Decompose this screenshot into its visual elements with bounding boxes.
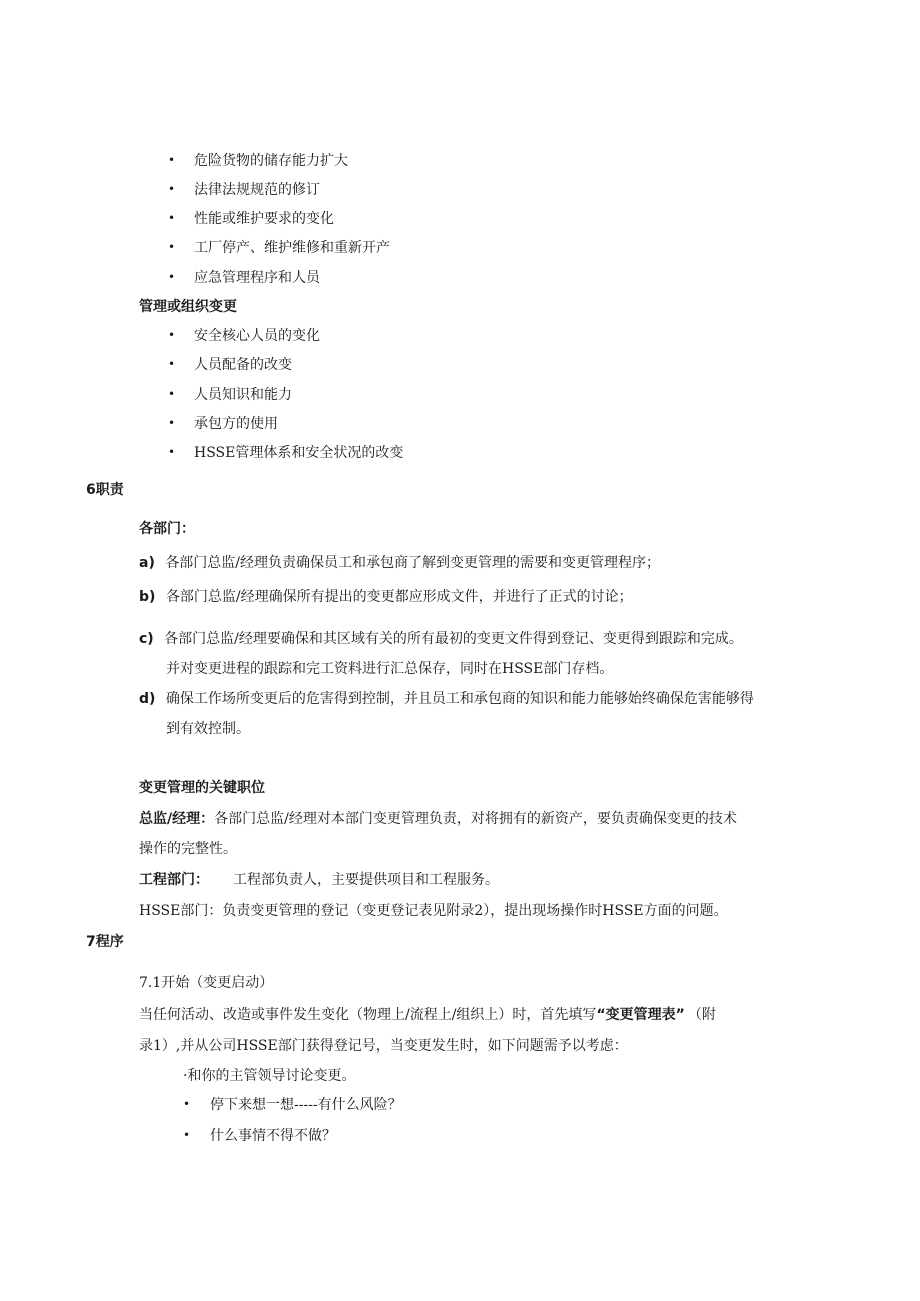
item-text: 确保工作场所变更后的危害得到控制，并且员工和承包商的知识和能力能够始终确保危害能够得 bbox=[165, 691, 754, 707]
item-label: b) bbox=[139, 589, 156, 605]
paragraph-text: （附 bbox=[694, 1007, 716, 1023]
list-item-text: 危险货物的储存能力扩大 bbox=[194, 153, 348, 169]
list-item-text: HSSE管理体系和安全状况的改变 bbox=[194, 445, 404, 461]
responsibility-item-c bbox=[139, 632, 743, 646]
key-positions-heading: 变更管理的关键职位 bbox=[139, 780, 265, 796]
responsibility-item-d bbox=[139, 692, 754, 706]
item-label: c) bbox=[139, 631, 154, 647]
responsibility-item-d-continued: 到有效控制。 bbox=[166, 721, 250, 737]
role-director bbox=[139, 812, 737, 826]
item-label: a) bbox=[139, 555, 155, 571]
section-6-title: 6职责 bbox=[86, 482, 124, 498]
bullet-icon: • bbox=[168, 270, 176, 284]
list-item-text: 性能或维护要求的变化 bbox=[194, 211, 334, 227]
role-label: 总监/经理： bbox=[139, 811, 215, 827]
bullet-icon: • bbox=[183, 1097, 191, 1111]
item-text: 各部门总监/经理负责确保员工和承包商了解到变更管理的需要和变更管理程序； bbox=[165, 555, 661, 571]
role-text: 负责变更管理的登记（变更登记表见附录2），提出现场操作时HSSE方面的问题。 bbox=[222, 903, 728, 919]
bullet-icon: • bbox=[168, 211, 176, 225]
form-name-emphasis: “变更管理表” bbox=[596, 1007, 685, 1023]
list-item-text: 什么事情不得不做？ bbox=[210, 1128, 336, 1144]
item-label: d) bbox=[139, 691, 156, 707]
procedure-paragraph-line-2: 录1）,并从公司HSSE部门获得登记号，当变更发生时，如下问题需予以考虑： bbox=[139, 1038, 628, 1054]
role-label: 工程部门： bbox=[139, 872, 209, 888]
responsibility-item-a bbox=[139, 556, 660, 570]
item-text: 各部门总监/经理要确保和其区域有关的所有最初的变更文件得到登记、变更得到跟踪和完成。 bbox=[164, 631, 743, 647]
paragraph-text: 当任何活动、改造或事件发生变化（物理上/流程上/组织上）时，首先填写 bbox=[139, 1007, 597, 1023]
role-text: 各部门总监/经理对本部门变更管理负责，对将拥有的新资产，要负责确保变更的技术 bbox=[214, 811, 737, 827]
bullet-icon: • bbox=[168, 416, 176, 430]
bullet-icon: • bbox=[168, 240, 176, 254]
item-text: 各部门总监/经理确保所有提出的变更都应形成文件，并进行了正式的讨论； bbox=[165, 589, 633, 605]
org-change-heading: 管理或组织变更 bbox=[139, 299, 237, 315]
bullet-icon: • bbox=[183, 1128, 191, 1142]
bullet-icon: • bbox=[168, 445, 176, 459]
list-item-text: 应急管理程序和人员 bbox=[194, 270, 320, 286]
consideration-first-item: ·和你的主管领导讨论变更。 bbox=[183, 1068, 356, 1084]
role-hsse bbox=[139, 904, 728, 918]
role-director-continued: 操作的完整性。 bbox=[139, 841, 237, 857]
responsibility-item-c-continued: 并对变更进程的跟踪和完工资料进行汇总保存，同时在HSSE部门存档。 bbox=[166, 661, 614, 677]
bullet-icon: • bbox=[168, 357, 176, 371]
responsibility-item-b bbox=[139, 590, 633, 604]
list-item-text: 工厂停产、维护维修和重新开产 bbox=[194, 240, 390, 256]
role-engineering bbox=[139, 873, 499, 887]
list-item-text: 人员配备的改变 bbox=[194, 357, 292, 373]
section-7-title: 7程序 bbox=[86, 934, 124, 950]
departments-heading: 各部门： bbox=[139, 521, 195, 537]
role-label: HSSE部门： bbox=[139, 903, 223, 919]
role-text: 工程部负责人，主要提供项目和工程服务。 bbox=[233, 872, 499, 888]
bullet-icon: • bbox=[168, 387, 176, 401]
list-item-text: 承包方的使用 bbox=[194, 416, 278, 432]
bullet-icon: • bbox=[168, 328, 176, 342]
list-item-text: 人员知识和能力 bbox=[194, 387, 292, 403]
procedure-paragraph-line-1 bbox=[139, 1008, 716, 1022]
list-item-text: 停下来想一想-----有什么风险？ bbox=[210, 1097, 402, 1113]
list-item-text: 法律法规规范的修订 bbox=[194, 182, 320, 198]
subsection-7-1-title: 7.1开始（变更启动） bbox=[139, 975, 274, 991]
bullet-icon: • bbox=[168, 182, 176, 196]
bullet-icon: • bbox=[168, 153, 176, 167]
list-item-text: 安全核心人员的变化 bbox=[194, 328, 320, 344]
